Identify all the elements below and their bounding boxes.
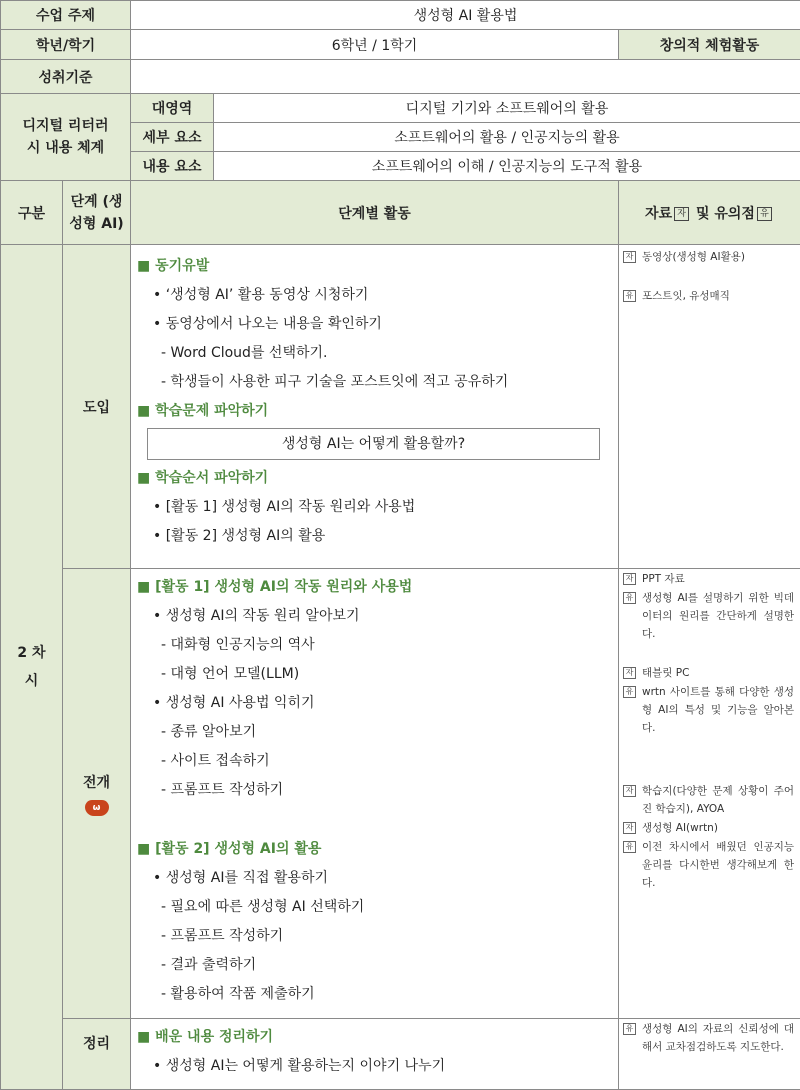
activity-heading: ■ 학습문제 파악하기 [137, 403, 269, 419]
activity-item: • 생성형 AI 사용법 익히기 [153, 695, 315, 711]
activity-item: • [활동 1] 생성형 AI의 작동 원리와 사용법 [153, 499, 416, 515]
col-notes-mid: 및 유의점 [695, 205, 755, 222]
develop-notes [619, 569, 800, 1019]
caution-mark-icon: 유 [757, 207, 772, 221]
activity-item: • 생성형 AI는 어떻게 활용하는지 이야기 나누기 [153, 1058, 446, 1074]
activity-subitem: - 필요에 따른 생성형 AI 선택하기 [161, 899, 365, 915]
col-notes-prefix: 자료 [645, 205, 673, 222]
stage-wrap: 정리 [63, 1019, 131, 1090]
note-item: 자 PPT 자료 [619, 569, 800, 588]
activity-subitem: - 학생들이 사용한 피구 기술을 포스트잇에 적고 공유하기 [161, 374, 509, 390]
wrap-activities [131, 1019, 619, 1090]
note-item: 자 생성형 AI(wrtn) [619, 818, 800, 837]
activity-item: • 생성형 AI의 작동 원리 알아보기 [153, 608, 360, 624]
material-mark-icon: 자 [623, 573, 636, 585]
intro-notes [619, 245, 800, 569]
stage-intro: 도입 [63, 245, 131, 569]
material-mark-icon: 자 [623, 251, 636, 263]
intro-activities [131, 245, 619, 569]
activity-subitem: - 사이트 접속하기 [161, 753, 270, 769]
session-label: 2 차시 [1, 245, 63, 1090]
grade-value: 6학년 / 1학기 [131, 30, 619, 60]
material-mark-icon: 자 [674, 207, 689, 221]
wrap-notes [619, 1019, 800, 1090]
caution-mark-icon: 유 [623, 290, 636, 302]
develop-activities [131, 569, 619, 1019]
note-item: 유 생성형 AI의 자료의 신뢰성에 대해서 교차점검하도록 지도한다. [619, 1019, 800, 1056]
subject-value: 생성형 AI 활용법 [131, 1, 800, 30]
literacy-row-value: 소프트웨어의 이해 / 인공지능의 도구적 활용 [214, 152, 800, 181]
grade-label: 학년/학기 [1, 30, 131, 60]
standard-value [131, 60, 800, 94]
literacy-row-label: 대영역 [131, 94, 214, 123]
note-item: 유 wrtn 사이트를 통해 다양한 생성형 AI의 특성 및 기능을 알아본다. [619, 682, 800, 737]
literacy-row-value: 디지털 기기와 소프트웨어의 활용 [214, 94, 800, 123]
note-item: 유 생성형 AI를 설명하기 위한 빅데이터의 원리를 간단하게 설명한다. [619, 588, 800, 643]
note-item: 유 이전 차시에서 배웠던 인공지능 윤리를 다시한번 생각해보게 한다. [619, 837, 800, 892]
note-item: 자 동영상(생성형 AI활용) [619, 247, 800, 266]
area-value: 창의적 체험활동 [619, 30, 800, 60]
activity-subitem: - 대화형 인공지능의 역사 [161, 637, 315, 653]
activity-item: • 동영상에서 나오는 내용을 확인하기 [153, 316, 382, 332]
note-item: 유 포스트잇, 유성매직 [619, 286, 800, 305]
caution-mark-icon: 유 [623, 1023, 636, 1035]
literacy-label: 디지털 리터러시 내용 체계 [1, 94, 131, 181]
activity-heading: ■ 배운 내용 정리하기 [137, 1029, 274, 1045]
activity-item: • 생성형 AI를 직접 활용하기 [153, 870, 329, 886]
caution-mark-icon: 유 [623, 841, 636, 853]
stage-develop [63, 569, 131, 1019]
material-mark-icon: 자 [623, 667, 636, 679]
activity-subitem: - 프롬프트 작성하기 [161, 928, 284, 944]
activity-subitem: - 대형 언어 모델(LLM) [161, 666, 300, 682]
activity-heading: ■ [활동 2] 생성형 AI의 활용 [137, 841, 322, 857]
material-mark-icon: 자 [623, 822, 636, 834]
col-notes [619, 181, 800, 245]
activity-item: • ‘생성형 AI’ 활용 동영상 시청하기 [153, 287, 369, 303]
activity-subitem: - 활용하여 작품 제출하기 [161, 986, 315, 1002]
note-item: 자 학습지(다양한 문제 상황이 주어진 학습지), AYOA [619, 781, 800, 818]
activity-heading: ■ 학습순서 파악하기 [137, 470, 269, 486]
col-activity: 단계별 활동 [131, 181, 619, 245]
activity-item: • [활동 2] 생성형 AI의 활용 [153, 528, 326, 544]
activity-subitem: - 종류 알아보기 [161, 724, 257, 740]
material-mark-icon: 자 [623, 785, 636, 797]
stage-develop-label: 전개 [82, 774, 111, 791]
activity-subitem: - Word Cloud를 선택하기. [161, 345, 328, 361]
literacy-row-label: 내용 요소 [131, 152, 214, 181]
activity-heading: ■ [활동 1] 생성형 AI의 작동 원리와 사용법 [137, 579, 413, 595]
caution-mark-icon: 유 [623, 592, 636, 604]
standard-label: 성취기준 [1, 60, 131, 94]
activity-subitem: - 프롬프트 작성하기 [161, 782, 284, 798]
note-item: 자 태블릿 PC [619, 663, 800, 682]
activity-subitem: - 결과 출력하기 [161, 957, 257, 973]
literacy-row-value: 소프트웨어의 활용 / 인공지능의 활용 [214, 123, 800, 152]
col-division: 구분 [1, 181, 63, 245]
cup-icon: ω [85, 800, 109, 816]
subject-label: 수업 주제 [1, 1, 131, 30]
activity-heading: ■ 동기유발 [137, 258, 210, 274]
literacy-row-label: 세부 요소 [131, 123, 214, 152]
learning-question-box: 생성형 AI는 어떻게 활용할까? [147, 428, 600, 460]
col-stage: 단계 (생성형 AI) [63, 181, 131, 245]
caution-mark-icon: 유 [623, 686, 636, 698]
